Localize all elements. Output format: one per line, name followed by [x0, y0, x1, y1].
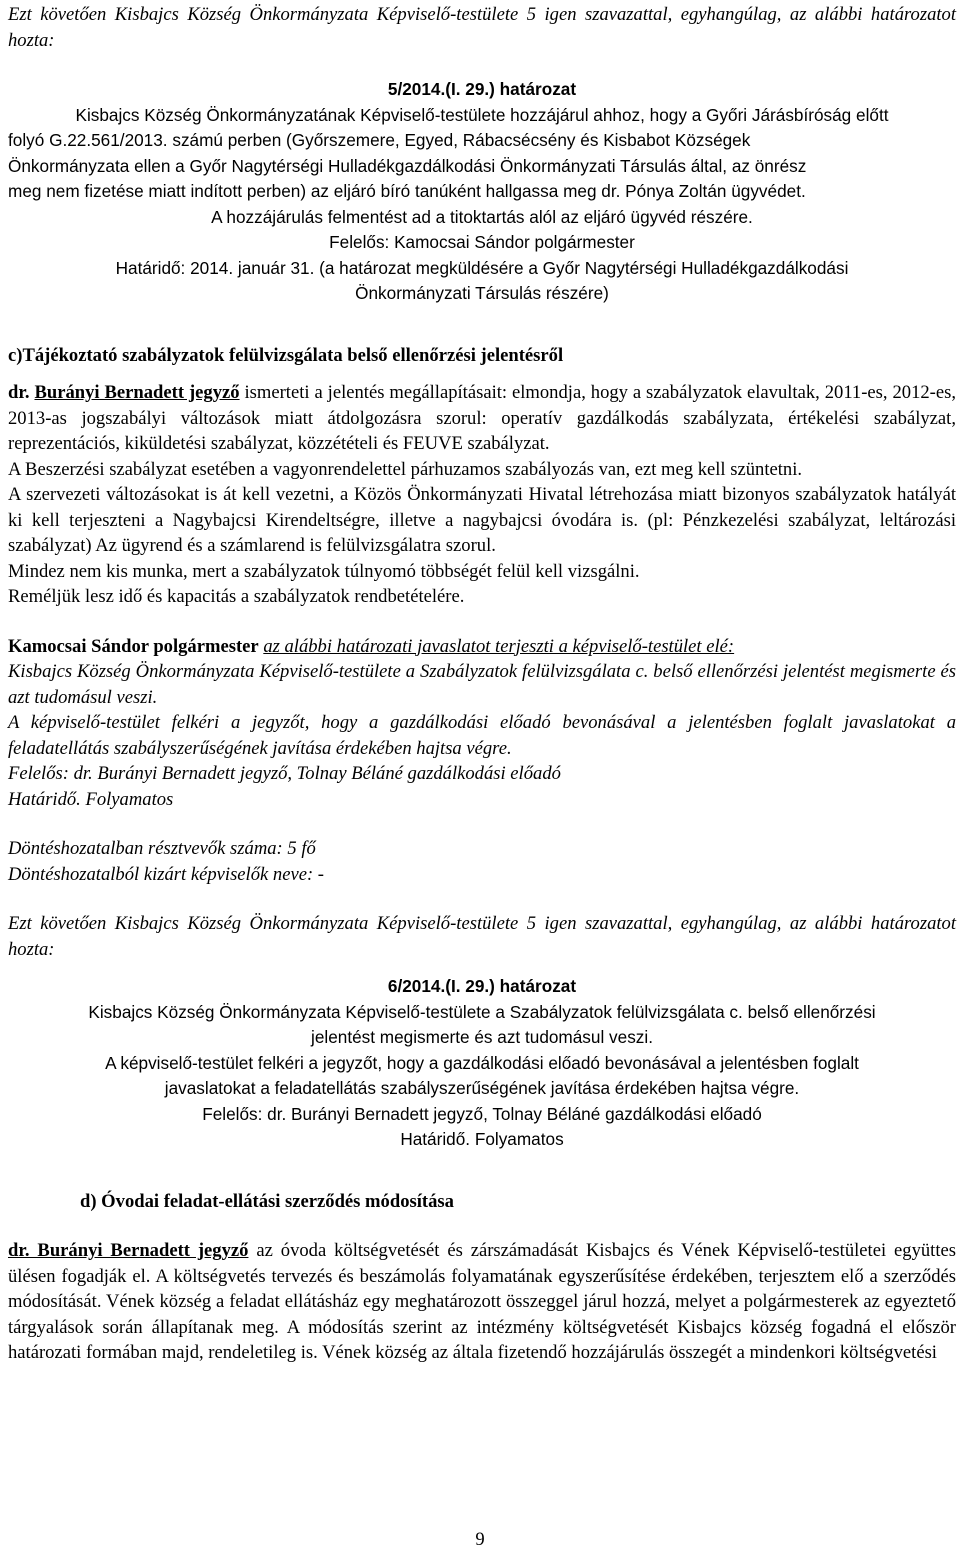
resolution-5-line-1: Kisbajcs Község Önkormányzatának Képviselő-testülete hozzájárul ahhoz, hogy a Győri Járásbíróság előtt: [75, 104, 889, 125]
speaker-prefix: dr.: [8, 382, 30, 403]
section-c-paragraph-4: Mindez nem kis munka, mert a szabályzatok túlnyomó többségét felül kell vizsgálni.: [8, 560, 640, 582]
section-c-text-1: ismerteti a jelentés megállapításait: elmondja, hogy a szabályzatok elavultak, 2011-es, 2012-es, 2013-as jogszabályi változások miatt átdolgozásra szorul: operatív gazdálkodás szabályzata, értékelési szabályzat, reprezentációs, kiküldetési szabályzat, közzétételi és FEUVE szabályzat.: [8, 382, 956, 454]
section-c-paragraph-3: A szervezeti változásokat is át kell vezetni, a Közös Önkormányzati Hivatal létrehozása miatt bizonyos szabályzatok hatályát ki kell terjeszteni a Nagybajcsi Kirendeltségre, illetve a nagybajcsi óvodára is. (pl: Pénzkezelési szabályzat, leltározási szabályzat) Az ügyrend és a számlarend is felülvizsgálatra szorul.: [8, 484, 956, 556]
proposal-deadline: Határidő. Folyamatos: [8, 788, 174, 810]
resolution-6-line-3: A képviselő-testület felkéri a jegyzőt, hogy a gazdálkodási előadó bevonásával a jelentésben foglalt: [105, 1052, 859, 1073]
section-d-text: az óvoda költségvetését és zárszámadását Kisbajcs és Vének Képviselő-testületei együttes ülésen fogadják el. A költségvetés tervezés és beszámolás folyamatának egyszerűsítése érdekében, terjesztem elő a szerződés módosítását. Vének község a feladat ellátásház egy meghatározott összeggel járul hozzá, melyet a polgármesterek az egyeztető tárgyalások során állapítanak meg. A módosítás szerint az intézmény költségvetését Kisbajcs község fogadná el először határozati formában majd, rendeletileg is. Vének község az általa fizetendő hozzájárulás összegét a mindenkori költségvetési: [8, 1240, 956, 1363]
proposal-2: A képviselő-testület felkéri a jegyzőt, hogy a gazdálkodási előadó bevonásával a jelentésben foglalt javaslatokat a feladatellátás szabályszerűségének javítása érdekében hajtsa végre.: [8, 712, 956, 759]
page-number: 9: [475, 1529, 485, 1550]
decision-excluded: Döntéshozatalból kizárt képviselők neve: -: [8, 863, 325, 885]
resolution-6-line-1: Kisbajcs Község Önkormányzata Képviselő-testülete a Szabályzatok felülvizsgálata c. belső ellenőrzési: [88, 1001, 876, 1022]
mayor-proposal-intro: [8, 634, 956, 660]
resolution-5-line-4: meg nem fizetése miatt indított perben) az eljáró bíró tanúként hallgassa meg dr. Pónya Zoltán ügyvédet.: [8, 181, 806, 201]
resolution-6-title: 6/2014.(I. 29.) határozat: [387, 976, 577, 996]
resolution-6-line-5: Felelős: dr. Burányi Bernadett jegyző, Tolnay Béláné gazdálkodási előadó: [202, 1103, 762, 1124]
speaker-name: Burányi Bernadett jegyző: [34, 382, 240, 403]
mayor-name: Kamocsai Sándor polgármester: [8, 635, 259, 657]
resolution-6: [8, 974, 956, 1153]
document-page: [8, 0, 956, 1366]
resolution-6-line-2: jelentést megismerte és azt tudomásul veszi.: [311, 1027, 653, 1047]
resolution-5-line-2: folyó G.22.561/2013. számú perben (Győrszemere, Egyed, Rábacsécsény és Kisbabot Községek: [8, 130, 751, 150]
proposal-1: Kisbajcs Község Önkormányzata Képviselő-testülete a Szabályzatok felülvizsgálata c. belső ellenőrzési jelentést megismerte és azt tudomásul veszi.: [8, 661, 956, 708]
resolution-5-line-3: Önkormányzata ellen a Győr Nagytérségi Hulladékgazdálkodási Önkormányzati Társulás által, az önrész: [8, 155, 807, 176]
section-c-heading: c)Tájékoztató szabályzatok felülvizsgálata belső ellenőrzési jelentésről: [8, 344, 564, 366]
decision-participants: Döntéshozatalban résztvevők száma: 5 fő: [8, 838, 316, 859]
resolution-5-title: 5/2014.(I. 29.) határozat: [387, 79, 577, 99]
resolution-5-line-8: Önkormányzati Társulás részére): [355, 283, 609, 303]
vote-intro-2: Ezt követően Kisbajcs Község Önkormányzata Képviselő-testülete 5 igen szavazattal, egyhangúlag, az alábbi határozatot hozta:: [8, 913, 956, 960]
resolution-6-line-6: Határidő. Folyamatos: [400, 1129, 564, 1149]
proposal-responsible: Felelős: dr. Burányi Bernadett jegyző, Tolnay Béláné gazdálkodási előadó: [8, 763, 561, 784]
section-c-paragraph-5: Reméljük lesz idő és kapacitás a szabályzatok rendbetételére.: [8, 586, 465, 607]
section-d-speaker: dr. Burányi Bernadett jegyző: [8, 1240, 249, 1261]
vote-intro-1: Ezt követően Kisbajcs Község Önkormányzata Képviselő-testülete 5 igen szavazattal, egyhangúlag, az alábbi határozatot hozta:: [8, 4, 956, 51]
resolution-5-line-7: Határidő: 2014. január 31. (a határozat megküldésére a Győr Nagytérségi Hulladékgazdálkodási: [115, 257, 849, 278]
mayor-proposal-text: az alábbi határozati javaslatot terjeszti a képviselő-testület elé:: [263, 635, 735, 657]
section-c-paragraph-2: A Beszerzési szabályzat esetében a vagyonrendelettel párhuzamos szabályozás van, ezt meg kell szüntetni.: [8, 458, 803, 480]
resolution-5: [8, 77, 956, 307]
resolution-5-line-6: Felelős: Kamocsai Sándor polgármester: [329, 232, 635, 252]
resolution-5-line-5: A hozzájárulás felmentést ad a titoktartás alól az eljáró ügyvéd részére.: [211, 206, 753, 227]
resolution-6-line-4: javaslatokat a feladatellátás szabályszerűségének javítása érdekében hajtsa végre.: [164, 1078, 800, 1098]
section-d-heading: d) Óvodai feladat-ellátási szerződés módosítása: [80, 1190, 454, 1212]
section-d-paragraph: [8, 1238, 956, 1366]
section-c-paragraph-1: [8, 380, 956, 457]
